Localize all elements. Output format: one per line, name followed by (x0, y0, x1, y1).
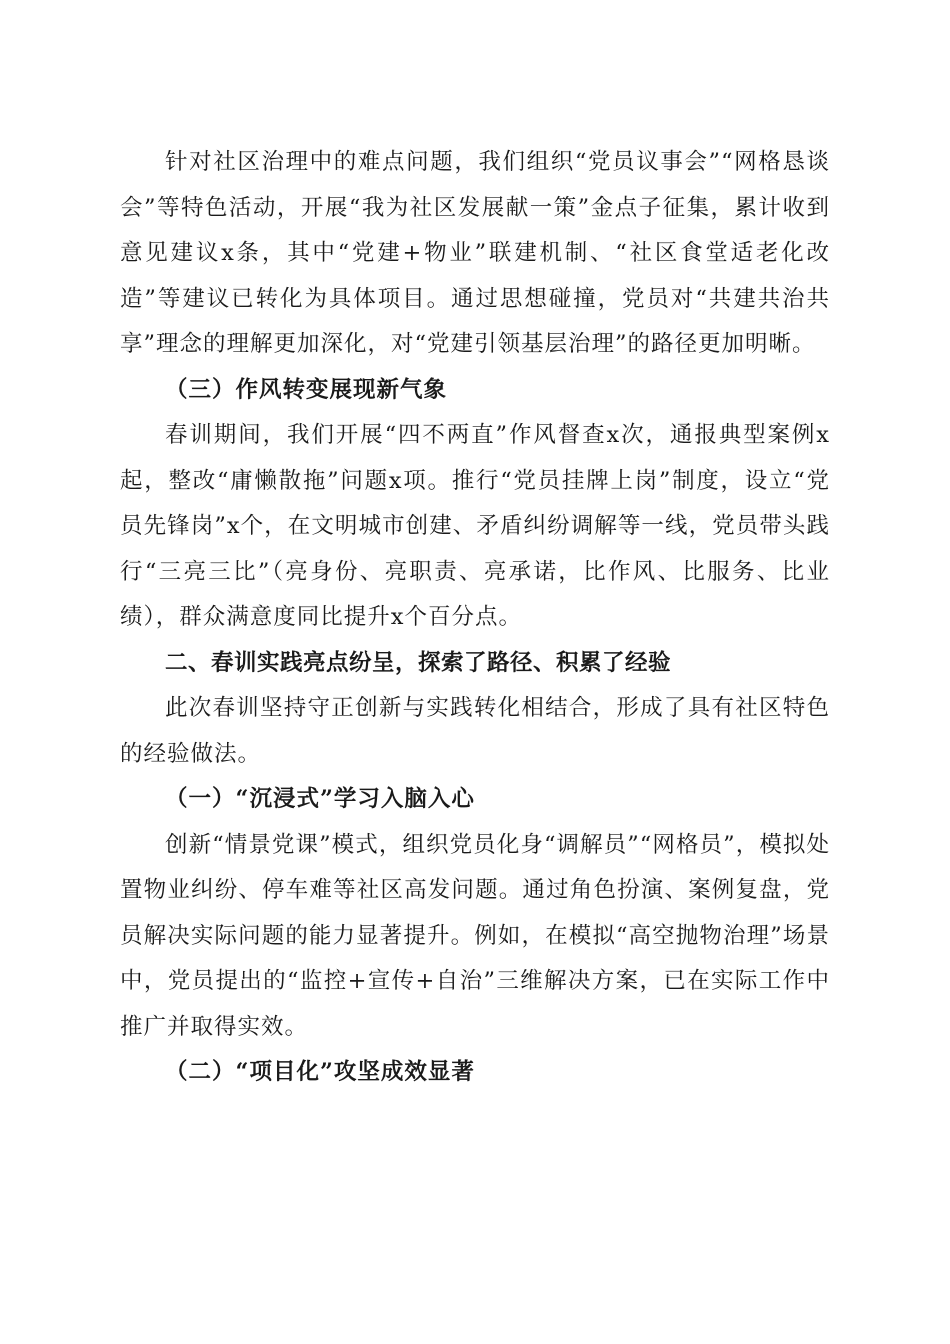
paragraph-work-style-inspection: 春训期间，我们开展“四不两直”作风督查x次，通报典型案例x起，整改“庸懒散拖”问题x项。推行“党员挂牌上岗”制度，设立“党员先锋岗”x个，在文明城市创建、矛盾纠纷调解等一线，党员带头践行“三亮三比”（亮身份、亮职责、亮承诺，比作风、比服务、比业绩），群众满意度同比提升x个百分点。 (120, 422, 830, 630)
subheading-immersive-learning: （一）“沉浸式”学习入脑入心 (165, 786, 475, 812)
section-heading-practice-highlights: 二、春训实践亮点纷呈，探索了路径、积累了经验 (165, 649, 672, 676)
subheading-project-based: （二）“项目化”攻坚成效显著 (165, 1059, 475, 1085)
paragraph-scenario-party-class: 创新“情景党课”模式，组织党员化身“调解员”“网格员”，模拟处置物业纠纷、停车难等社区高发问题。通过角色扮演、案例复盘，党员解决实际问题的能力显著提升。例如，在模拟“高空抛物治理”场景中，党员提出的“监控+宣传+自治”三维解决方案，已在实际工作中推广并取得实效。 (120, 831, 830, 1040)
document-body (120, 140, 830, 1096)
subheading-work-style: （三）作风转变展现新气象 (165, 376, 448, 403)
paragraph-community-governance: 针对社区治理中的难点问题，我们组织“党员议事会”“网格恳谈会”等特色活动，开展“我为社区发展献一策”金点子征集，累计收到意见建议x条，其中“党建+物业”联建机制、“社区食堂适老化改造”等建议已转化为具体项目。通过思想碰撞，党员对“共建共治共享”理念的理解更加深化，对“党建引领基层治理”的路径更加明晰。 (120, 149, 830, 357)
paragraph-practice-intro: 此次春训坚持守正创新与实践转化相结合，形成了具有社区特色的经验做法。 (120, 695, 830, 767)
